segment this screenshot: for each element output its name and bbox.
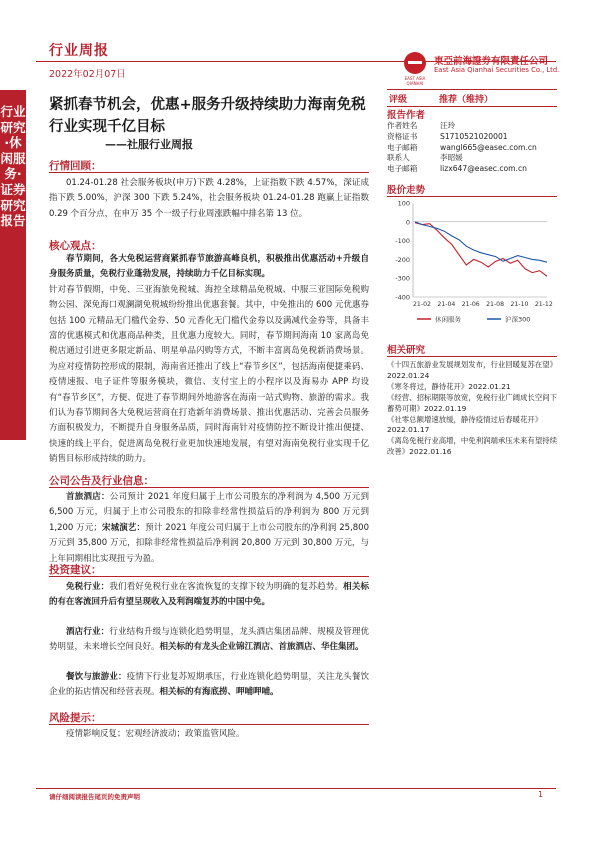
sidebar-text: 行业研究·休闲服务·证券研究报告: [0, 104, 26, 229]
risk-divider: [49, 724, 369, 725]
announce-text-1: 公司预计 2021 年度归属于上市公司股东的净利润为 4,500 万元到 6,500 万元，归属于上市公司股东的扣除非经常性损益后的净利润为 800 万元到 1,200 万元；: [49, 492, 369, 533]
y-tick-label: -400: [395, 293, 410, 302]
core-text: 针对春节假期，中免、三亚海旅免税城、海控全球精品免税城、中服三亚国际免税购物公园、深免海口观澜湖免税城纷纷推出优惠套餐。其中，中免推出的 600 元优惠券包括 100 元精品无门槛代金券、50 元香化无门槛代金券以及满减代金券等，具备丰富的优惠模式和优惠商品种类，且优惠力度较大。同时，春节期间海南 10 家离岛免税店通过引进更多限定新品、明星单品闪购等方式，不断丰富离岛免税新消费场景。为应对疫情防控形成的限制，海南省还推出了线上“春节乡区”，包括海南便捷乘码、疫情速报、电子证件等服务模块，微信、支付宝上的小程序以及海易办 APP 均设有“春节乡区”，方便、促进了春节期间外地游客在海南一站式购物、旅游的需求。我们认为春节期间各大免税运营商在打造新年消费场景、推出优惠活动、完善会员服务方面积极发力，不断提升自身服务品质，同时海南针对疫情防控不断设计推出便捷、快速的线上平台，促进离岛免税行业更加快速地发展，有望对海南免税行业实现千亿销售目标形成持续的助力。: [49, 284, 369, 465]
invest-text-2: 行业结构升级与连锁化趋势明显，龙头酒店集团品牌、规模及管理优势明显，未来增长空间良好。: [49, 627, 369, 653]
stock-price-chart: [387, 197, 557, 335]
y-tick-label: -200: [395, 255, 410, 264]
announce-company-1: 首旅酒店：: [66, 492, 110, 502]
related-item[interactable]: 《离岛免税行业高增，中免利润端承压未来有望持续改善》2022.01.16: [387, 436, 557, 457]
analyst-email-link[interactable]: wangl665@easec.com.cn: [440, 142, 537, 152]
sidebar-banner: [0, 90, 26, 440]
invest-target-3: 相关标的有海底捞、呷哺呷哺。: [159, 687, 279, 698]
announce-heading: 公司公告及行业信息：: [49, 475, 154, 487]
legend-label: 沪深300: [505, 315, 531, 324]
report-date: 2022年02月07日: [49, 69, 126, 80]
related-heading: 相关研究: [387, 345, 426, 356]
legend-label: 休闲服务: [435, 315, 461, 324]
announce-text-2: 预计 2021 年度公司归属于上市公司股东的净利润 25,800 万元到 35,800 万元，扣除非经常性损益后净利润 20,800 万元到 30,800 万元，与上年同期相比实现扭亏为盈。: [49, 522, 369, 564]
series-line-1: [415, 222, 547, 262]
analyst-row: [387, 132, 557, 143]
analyst-row: [387, 121, 557, 132]
core-lead: 春节期间，各大免税运营商紧抓春节旅游高峰良机，积极推出优惠活动+升级自身服务质量，免税行业蓬勃发展，持续助力千亿目标实现。: [49, 254, 369, 280]
related-divider: [387, 356, 557, 357]
rating-label: 评级: [389, 95, 408, 105]
chart-svg: [387, 197, 557, 335]
page-number: 1: [538, 790, 544, 799]
related-item[interactable]: 《经营、招标期限等放宽，免税行业广阔成长空间下蓄势可期》2022.01.19: [387, 392, 557, 413]
logo-subtext: EAST ASIA QIANHAI: [404, 76, 426, 86]
invest-label-1: 免税行业：: [66, 582, 110, 592]
report-subtitle: ——社服行业周报: [105, 138, 193, 151]
analyst-key: 作者姓名: [387, 121, 418, 130]
analyst-row: [387, 153, 557, 164]
analyst-row: [387, 143, 557, 154]
analyst-key: 联系人: [387, 153, 410, 163]
rating-row: [387, 89, 557, 107]
invest-text-1: 我们看好免税行业在客流恢复的支撑下较为明确的复苏趋势。: [109, 582, 344, 592]
company-name-en: East Asia Qianhai Securities Co., Ltd.: [434, 66, 560, 74]
review-text: 01.24-01.28 社会服务板块(申万)下跌 4.28%，上证指数下跌 4.57%，深证成指下跌 5.00%，沪深 300 下跌 5.24%，社会服务板块 01.24-01.28 跑赢上证指数 0.29 个百分点，在申万 35 个一级子行业周涨跌幅中排名第 13 位。: [49, 178, 369, 219]
analyst-email-link[interactable]: lizx647@easec.com.cn: [440, 164, 527, 174]
analyst-heading: 报告作者: [387, 110, 426, 121]
announce-divider: [49, 487, 369, 488]
invest-heading: 投资建议：: [49, 564, 102, 576]
y-tick-label: -300: [395, 274, 410, 283]
rating-value: 推荐（维持）: [439, 95, 494, 105]
announce-company-2: 宋城演艺：: [101, 522, 146, 533]
footer-divider: [36, 788, 556, 789]
invest-para-hotel: [49, 625, 369, 656]
invest-divider: [49, 576, 369, 577]
invest-label-2: 酒店行业：: [66, 627, 110, 637]
analyst-value: 汪玲: [440, 121, 456, 130]
invest-para-duty-free: [49, 580, 369, 611]
review-heading: 行情回顾：: [49, 160, 102, 172]
invest-target-2: 相关标的有龙头企业锦江酒店、首旅酒店、华住集团。: [159, 642, 364, 653]
y-tick-label: -100: [395, 237, 410, 246]
core-section: [49, 252, 369, 468]
x-tick-label: 21-06: [461, 301, 480, 308]
series-line-0: [415, 223, 547, 277]
announce-text: [49, 490, 369, 567]
analyst-table: [387, 121, 557, 175]
y-tick-label: 0: [405, 218, 410, 227]
y-tick-label: 100: [397, 199, 410, 208]
analyst-key: 电子邮箱: [387, 142, 418, 152]
report-type: 行业周报: [49, 43, 109, 59]
related-item[interactable]: 《寒冬将过，静待花开》2022.01.21: [387, 381, 511, 391]
analyst-value: S1710521020001: [440, 131, 508, 141]
risk-text: 疫情影响反复；宏观经济波动；政策监管风险。: [66, 729, 245, 739]
analyst-value: 李昭媛: [440, 153, 463, 163]
x-tick-label: 21-08: [486, 301, 505, 308]
invest-para-catering: [49, 670, 369, 701]
related-item[interactable]: 《十四五旅游业发展规划发布，行业回暖复苏在望》2022.01.24: [387, 360, 557, 380]
risk-heading: 风险提示：: [49, 712, 102, 724]
review-divider: [49, 172, 369, 173]
x-tick-label: 21-12: [534, 301, 553, 308]
related-list: [387, 360, 557, 458]
company-logo-icon: [404, 52, 426, 74]
core-heading: 核心观点：: [49, 240, 102, 252]
invest-text-3: 疫情下行业复苏短期承压，行业连锁化趋势明显，关注龙头餐饮企业的拓店情况和经营表现。: [49, 672, 369, 698]
footer-disclaimer[interactable]: 请仔细阅读报告尾页的免责声明: [49, 793, 140, 801]
x-tick-label: 21-10: [510, 301, 529, 308]
related-item[interactable]: 《社零总额增速放缓，静待疫情过后春暖花开》2022.01.17: [387, 414, 543, 435]
x-tick-label: 21-02: [413, 301, 431, 308]
x-tick-label: 21-04: [437, 301, 456, 308]
analyst-row: [387, 164, 557, 175]
analyst-key: 电子邮箱: [387, 164, 418, 174]
analyst-key: 资格证书: [387, 131, 418, 141]
company-name-cn: 東亞前海證券有限責任公司: [434, 56, 549, 67]
chart-heading: 股价走势: [387, 185, 426, 196]
invest-target-1: 相关标的有在客流回升后有望呈现收入及利润端复苏的中国中免。: [49, 582, 369, 608]
report-title: 紧抓春节机会，优惠+服务升级持续助力海南免税行业实现千亿目标: [49, 97, 366, 135]
invest-label-3: 餐饮与旅游业：: [66, 672, 127, 682]
